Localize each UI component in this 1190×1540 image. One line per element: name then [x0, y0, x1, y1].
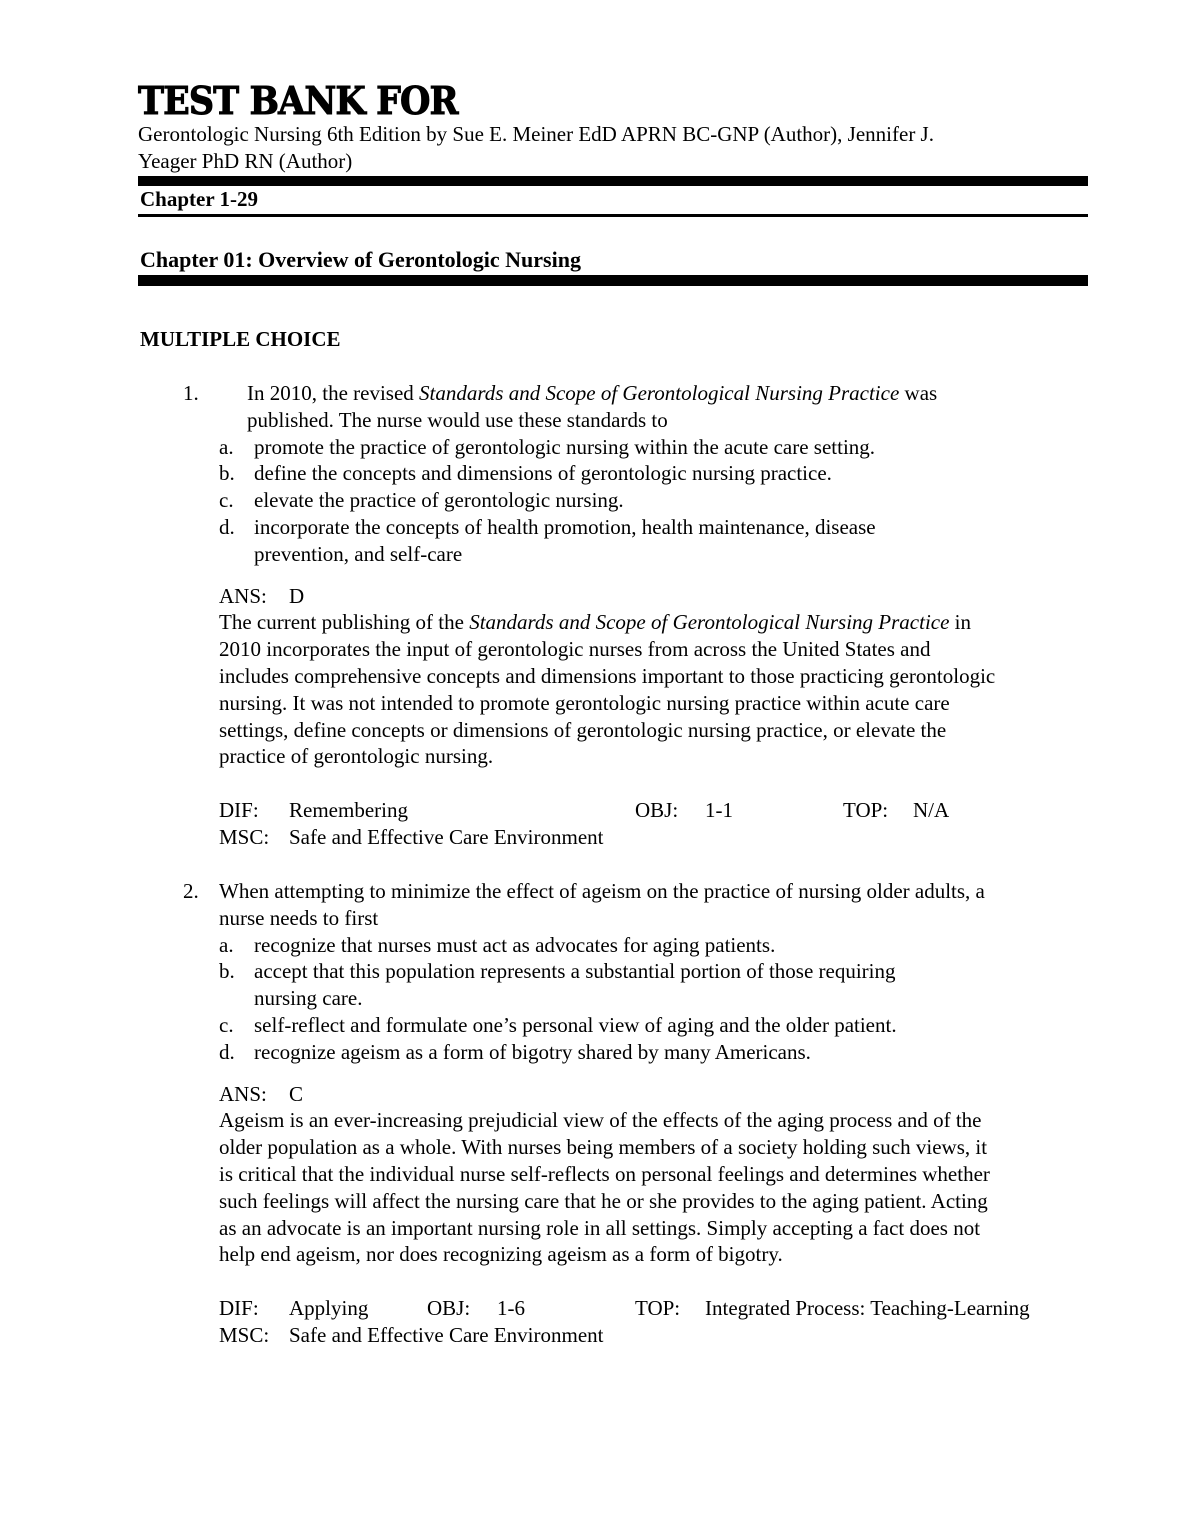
- subtitle-line: Gerontologic Nursing 6th Edition by Sue E. Meiner EdD APRN BC-GNP (Author), Jennifer J.: [138, 122, 934, 146]
- rationale-line: [219, 1161, 990, 1188]
- rationale-line: [219, 717, 946, 744]
- text-segment: was: [899, 381, 938, 405]
- thick-divider: [138, 176, 1088, 186]
- obj-value: 1-6: [497, 1296, 525, 1321]
- text-segment: settings, define concepts or dimensions of gerontologic nursing practice, or elevate the: [219, 717, 947, 742]
- text-segment: The current publishing of the: [219, 610, 470, 635]
- question-stem-line: [247, 380, 937, 407]
- dif-label: DIF:: [219, 798, 259, 823]
- option-text: recognize ageism as a form of bigotry shared by many Americans.: [254, 1039, 811, 1064]
- text-segment: help end ageism, nor does recognizing ageism as a form of bigotry.: [219, 1242, 783, 1267]
- dif-value: Remembering: [289, 798, 408, 823]
- top-label: TOP:: [843, 798, 889, 823]
- question-number: 1.: [183, 381, 199, 405]
- msc-label: MSC:: [219, 825, 270, 849]
- option-letter: d.: [219, 515, 235, 539]
- rationale-line: [219, 636, 931, 663]
- answer-value: D: [289, 583, 305, 608]
- text-segment: in: [949, 610, 972, 635]
- rationale-line: [219, 1241, 783, 1268]
- option-text: define the concepts and dimensions of gerontologic nursing practice.: [254, 461, 832, 486]
- rationale-line: [219, 663, 995, 690]
- rationale-line: [219, 743, 493, 770]
- msc-value: Safe and Effective Care Environment: [289, 1323, 604, 1347]
- rationale-line: [219, 1215, 980, 1242]
- text-segment: In 2010, the revised: [247, 381, 420, 405]
- thin-divider: [138, 214, 1088, 217]
- answer-label: ANS:: [219, 583, 267, 608]
- italic-title: Standards and Scope of Gerontological Nursing Practice: [469, 610, 950, 635]
- question-stem-line: [219, 878, 985, 905]
- dif-value: Applying: [289, 1296, 369, 1321]
- rationale-line: [219, 1188, 988, 1215]
- msc-label: MSC:: [219, 1323, 270, 1347]
- chapter-range: Chapter 1-29: [140, 187, 259, 211]
- document-title: TEST BANK FOR: [138, 78, 458, 123]
- option-letter: d.: [219, 1039, 235, 1064]
- option-letter: c.: [219, 1013, 234, 1037]
- question-stem-line: [219, 905, 378, 932]
- question-stem-line: [247, 407, 668, 434]
- option-text: accept that this population represents a substantial portion of those requiring: [254, 959, 896, 984]
- text-segment: practice of gerontologic nursing.: [219, 744, 494, 769]
- option-text: recognize that nurses must act as advocates for aging patients.: [254, 932, 776, 957]
- italic-title: Standards and Scope of Gerontological Nursing Practice: [419, 381, 900, 405]
- msc-value: Safe and Effective Care Environment: [289, 825, 604, 849]
- option-text: incorporate the concepts of health promotion, health maintenance, disease: [254, 515, 876, 539]
- option-letter: c.: [219, 488, 234, 513]
- top-value: N/A: [913, 798, 950, 823]
- text-segment: published. The nurse would use these standards to: [247, 407, 668, 432]
- dif-label: DIF:: [219, 1296, 259, 1321]
- text-segment: older population as a whole. With nurses being members of a society holding such views, it: [219, 1135, 988, 1160]
- subtitle-line: Yeager PhD RN (Author): [138, 149, 353, 173]
- rationale-line: [219, 1134, 987, 1161]
- section-heading: MULTIPLE CHOICE: [140, 327, 341, 351]
- text-segment: includes comprehensive concepts and dimensions important to those practicing gerontologic: [219, 664, 996, 688]
- top-label: TOP:: [635, 1296, 681, 1321]
- option-text: self-reflect and formulate one’s personal view of aging and the older patient.: [254, 1013, 897, 1037]
- rationale-line: [219, 609, 971, 636]
- chapter-title: Chapter 01: Overview of Gerontologic Nursing: [140, 247, 581, 272]
- option-text: prevention, and self-care: [254, 541, 463, 566]
- option-letter: a.: [219, 932, 234, 957]
- option-text: nursing care.: [254, 986, 363, 1011]
- thick-divider: [138, 275, 1088, 286]
- text-segment: nurse needs to first: [219, 905, 379, 930]
- obj-label: OBJ:: [427, 1296, 471, 1321]
- option-text: elevate the practice of gerontologic nursing.: [254, 488, 624, 513]
- option-text: promote the practice of gerontologic nursing within the acute care setting.: [254, 434, 876, 459]
- answer-label: ANS:: [219, 1081, 267, 1106]
- top-value: Integrated Process: Teaching-Learning: [705, 1296, 1030, 1321]
- rationale-line: [219, 1107, 982, 1134]
- text-segment: such feelings will affect the nursing care that he or she provides to the aging patient. Acting: [219, 1188, 988, 1213]
- obj-value: 1-1: [705, 798, 733, 823]
- text-segment: When attempting to minimize the effect of ageism on the practice of nursing older adults, a: [219, 879, 985, 903]
- text-segment: as an advocate is an important nursing role in all settings. Simply accepting a fact does not: [219, 1215, 981, 1240]
- text-segment: Ageism is an ever-increasing prejudicial view of the effects of the aging process and of the: [219, 1108, 982, 1133]
- text-segment: 2010 incorporates the input of gerontologic nurses from across the United States and: [219, 637, 931, 662]
- text-segment: nursing. It was not intended to promote gerontologic nursing practice within acute care: [219, 690, 950, 715]
- question-number: 2.: [183, 879, 199, 903]
- text-segment: is critical that the individual nurse self-reflects on personal feelings and determines whether: [219, 1162, 990, 1186]
- answer-value: C: [289, 1081, 304, 1106]
- option-letter: a.: [219, 434, 234, 459]
- option-letter: b.: [219, 461, 235, 486]
- rationale-line: [219, 690, 950, 717]
- option-letter: b.: [219, 959, 235, 984]
- obj-label: OBJ:: [635, 798, 679, 823]
